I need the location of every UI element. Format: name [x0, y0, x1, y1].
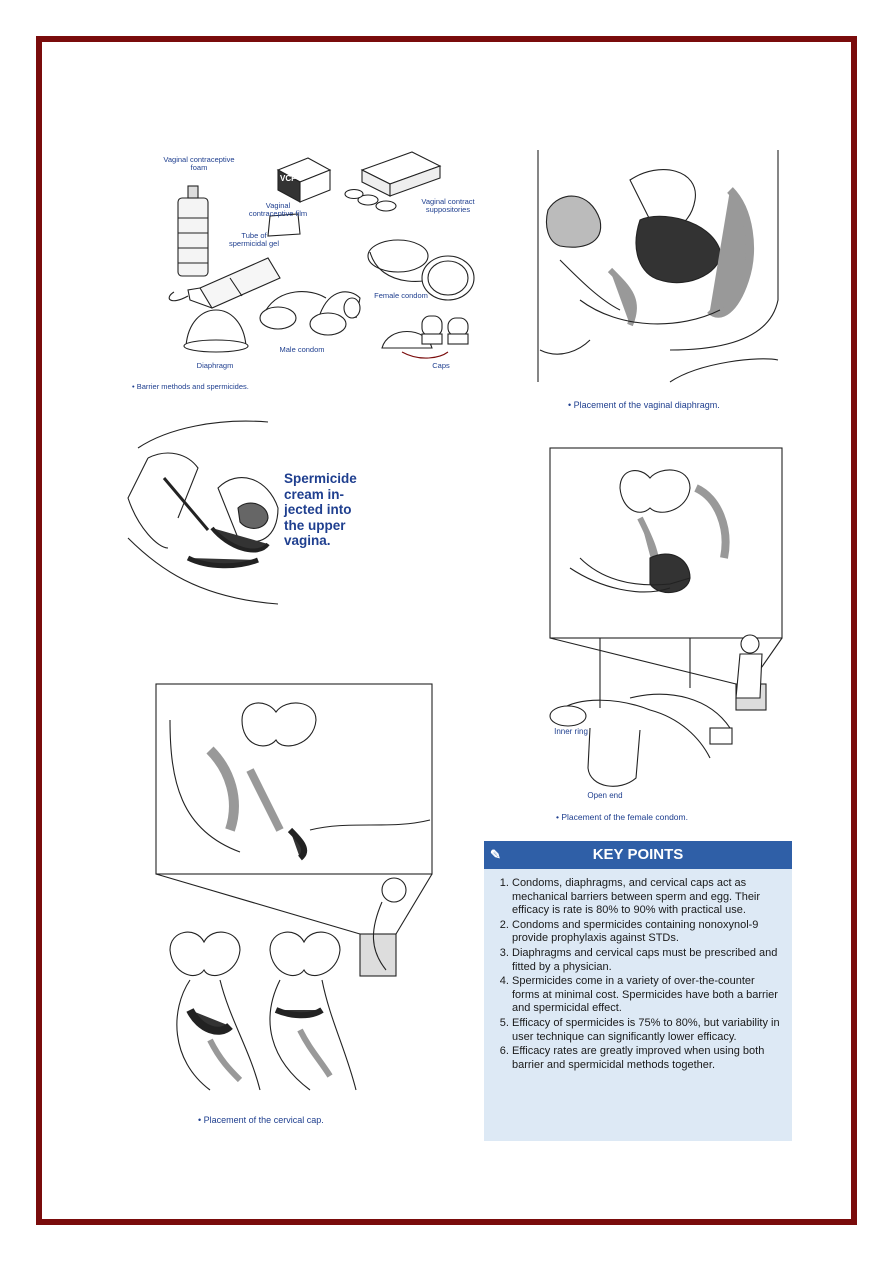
key-icon: ✎ — [490, 847, 501, 862]
label-gel: Tube of spermicidal gel — [228, 231, 280, 248]
label-male-condom: Male condom — [279, 345, 325, 354]
key-point-item: 6. Efficacy rates are greatly improved when using both barrier and spermicidal methods together. — [512, 1045, 782, 1072]
label-caps: Caps — [432, 361, 450, 370]
cervical-cap-illustration — [150, 680, 440, 1100]
figure-vaginal-diaphragm — [520, 150, 780, 415]
figure-cervical-cap — [150, 680, 440, 1130]
key-points-list — [484, 869, 792, 1072]
caption-vaginal-diaphragm: • Placement of the vaginal diaphragm. — [568, 400, 720, 410]
caption-female-condom: • Placement of the female condom. — [556, 812, 688, 822]
label-foam: Vaginal contraceptive foam — [163, 155, 235, 172]
key-point-item: 3. Diaphragms and cervical caps must be prescribed and fitted by a physician. — [512, 947, 782, 974]
key-point-item: 2. Condoms and spermicides containing nonoxynol-9 provide prophylaxis against STDs. — [512, 919, 782, 946]
figure-barrier-methods — [130, 148, 510, 398]
label-open-end: Open end — [587, 791, 623, 800]
key-points-header — [484, 841, 792, 869]
figure-spermicide-injection — [128, 418, 288, 618]
female-condom-illustration — [540, 448, 790, 808]
label-film-box: VCF — [280, 174, 296, 183]
label-film: Vaginal contraceptive film — [248, 201, 308, 218]
label-suppositories: Vaginal contract suppositories — [421, 197, 475, 214]
key-points-title: KEY POINTS — [592, 846, 684, 863]
key-points-panel — [484, 841, 792, 1141]
label-inner-ring: Inner ring — [554, 727, 588, 736]
key-point-item: 5. Efficacy of spermicides is 75% to 80%, but variability in user technique can significantly lower efficacy. — [512, 1017, 782, 1044]
figure-female-condom — [540, 448, 790, 828]
spermicide-text: Spermicide cream in- jected into the upper vagina. — [284, 471, 357, 548]
caption-cervical-cap: • Placement of the cervical cap. — [198, 1115, 324, 1125]
key-point-item: 1. Condoms, diaphragms, and cervical caps act as mechanical barriers between sperm and egg. Their efficacy is rate is 80% to 90% with practical use. — [512, 877, 782, 918]
spermicide-illustration — [128, 418, 288, 608]
label-diaphragm: Diaphragm — [196, 361, 234, 370]
key-point-item: 4. Spermicides come in a variety of over-the-counter forms at minimal cost. Spermicides have both a barrier and spermicidal effect. — [512, 975, 782, 1016]
caption-barrier-methods: • Barrier methods and spermicides. — [132, 382, 249, 391]
label-female-condom: Female condom — [374, 291, 428, 300]
diaphragm-placement-illustration — [520, 150, 780, 385]
